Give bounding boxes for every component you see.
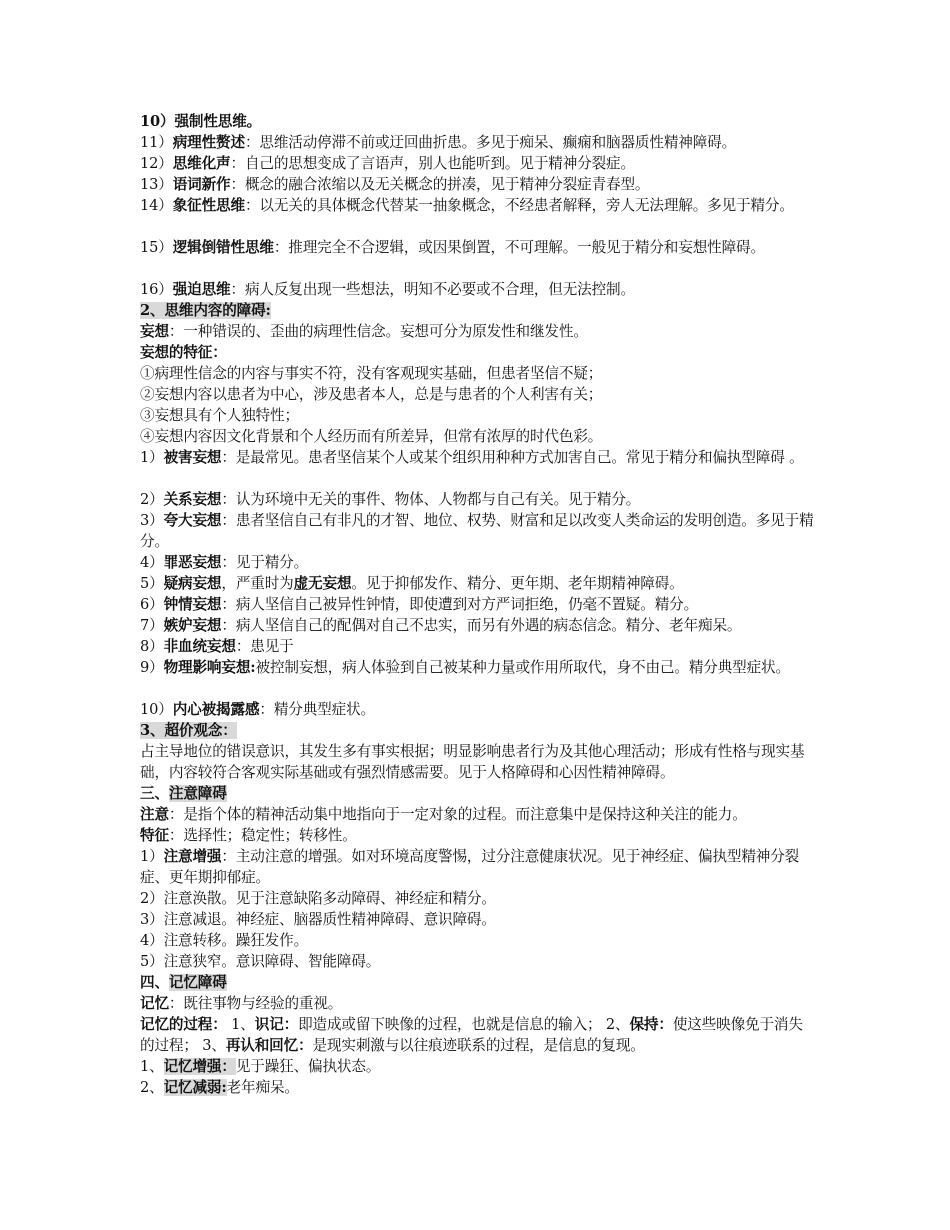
- text-line: 1、记忆增强：见于躁狂、偏执状态。: [140, 1058, 381, 1075]
- chapter-heading: 三、注意障碍: [140, 785, 227, 802]
- text-line: 9）物理影响妄想:被控制妄想，病人体验到自己被某种力量或作用所取代，身不由己。精分典型症状。: [140, 659, 790, 676]
- text-line: 妄想：一种错误的、歪曲的病理性信念。妄想可分为原发性和继发性。: [140, 323, 588, 340]
- text-line: 10）内心被揭露感：精分典型症状。: [140, 701, 375, 718]
- list-item: ①病理性信念的内容与事实不符，没有客观现实基础，但患者坚信不疑；: [140, 365, 603, 382]
- text-line: 4）罪恶妄想：见于精分。: [140, 554, 309, 571]
- chapter-heading: 四、记忆障碍: [140, 974, 227, 991]
- text-line: 2、记忆减弱:老年痴呆。: [140, 1079, 299, 1096]
- text-line: 1）被害妄想：是最常见。患者坚信某个人或某个组织用种种方式加害自己。常见于精分和偏执型障碍 。: [140, 449, 804, 466]
- text-line: 占主导地位的错误意识，其发生多有事实根据；明显影响患者行为及其他心理活动；形成有性格与现实基础，内容较符合客观实际基础或有强烈情感需要。见于人格障碍和心因性精神障碍。: [140, 743, 805, 781]
- text-line: 13）语词新作：概念的融合浓缩以及无关概念的拼凑，见于精神分裂症青春型。: [140, 176, 650, 193]
- text-line: 妄想的特征：: [140, 344, 227, 361]
- text-line: 8）非血统妄想：患见于: [140, 638, 294, 655]
- text-line: 16）强迫思维：病人反复出现一些想法，明知不必要或不合理，但无法控制。: [140, 281, 635, 298]
- list-item: 4）注意转移。躁狂发作。: [140, 932, 309, 949]
- text-line: 12）思维化声：自己的思想变成了言语声，别人也能听到。见于精神分裂症。: [140, 155, 635, 172]
- text-line: 5）疑病妄想，严重时为虚无妄想。见于抑郁发作、精分、更年期、老年期精神障碍。: [140, 575, 684, 592]
- text-line: 1）注意增强：主动注意的增强。如对环境高度警惕，过分注意健康状况。见于神经症、偏执型精神分裂症、更年期抑郁症。: [140, 848, 800, 886]
- text-line: 注意：是指个体的精神活动集中地指向于一定对象的过程。而注意集中是保持这种关注的能力。: [140, 806, 747, 823]
- text-line: 10）强制性思维。: [140, 113, 262, 130]
- list-item: ②妄想内容以患者为中心，涉及患者本人，总是与患者的个人利害有关；: [140, 386, 603, 403]
- text-line: 3）夸大妄想：患者坚信自己有非凡的才智、地位、权势、财富和足以改变人类命运的发明创造。多见于精分。: [140, 512, 814, 550]
- text-line: 记忆的过程： 1、识记：即造成或留下映像的过程，也就是信息的输入； 2、保持：使这些映像免于消失的过程； 3、再认和回忆：是现实刺激与以往痕迹联系的过程，是信息的复现。: [140, 1016, 803, 1054]
- section-heading: 2、思维内容的障碍:: [140, 302, 271, 319]
- section-heading: 3、超价观念：: [140, 722, 237, 739]
- text-line: 特征：选择性；稳定性；转移性。: [140, 827, 357, 844]
- document-body: [140, 111, 816, 1098]
- list-item: ④妄想内容因文化背景和个人经历而有所差异，但常有浓厚的时代色彩。: [140, 428, 603, 445]
- text-line: 记忆：既往事物与经验的重视。: [140, 995, 343, 1012]
- text-line: 7）嫉妒妄想：病人坚信自己的配偶对自己不忠实，而另有外遇的病态信念。精分、老年痴呆。: [140, 617, 742, 634]
- list-item: 2）注意涣散。见于注意缺陷多动障碍、神经症和精分。: [140, 890, 496, 907]
- text-line: 2）关系妄想：认为环境中无关的事件、物体、人物都与自己有关。见于精分。: [140, 491, 641, 508]
- list-item: 5）注意狭窄。意识障碍、智能障碍。: [140, 953, 381, 970]
- text-line: 11）病理性赘述：思维活动停滞不前或迂回曲折患。多见于痴呆、癫痫和脑器质性精神障碍。: [140, 134, 737, 151]
- list-item: 3）注意减退。神经症、脑器质性精神障碍、意识障碍。: [140, 911, 496, 928]
- text-line: 14）象征性思维：以无关的具体概念代替某一抽象概念，不经患者解释，旁人无法理解。多见于精分。: [140, 197, 794, 214]
- list-item: ③妄想具有个人独特性；: [140, 407, 299, 424]
- text-line: 15）逻辑倒错性思维：推理完全不合逻辑，或因果倒置，不可理解。一般见于精分和妄想性障碍。: [140, 239, 765, 256]
- text-line: 6）钟情妄想：病人坚信自己被异性钟情，即使遭到对方严词拒绝，仍毫不置疑。精分。: [140, 596, 699, 613]
